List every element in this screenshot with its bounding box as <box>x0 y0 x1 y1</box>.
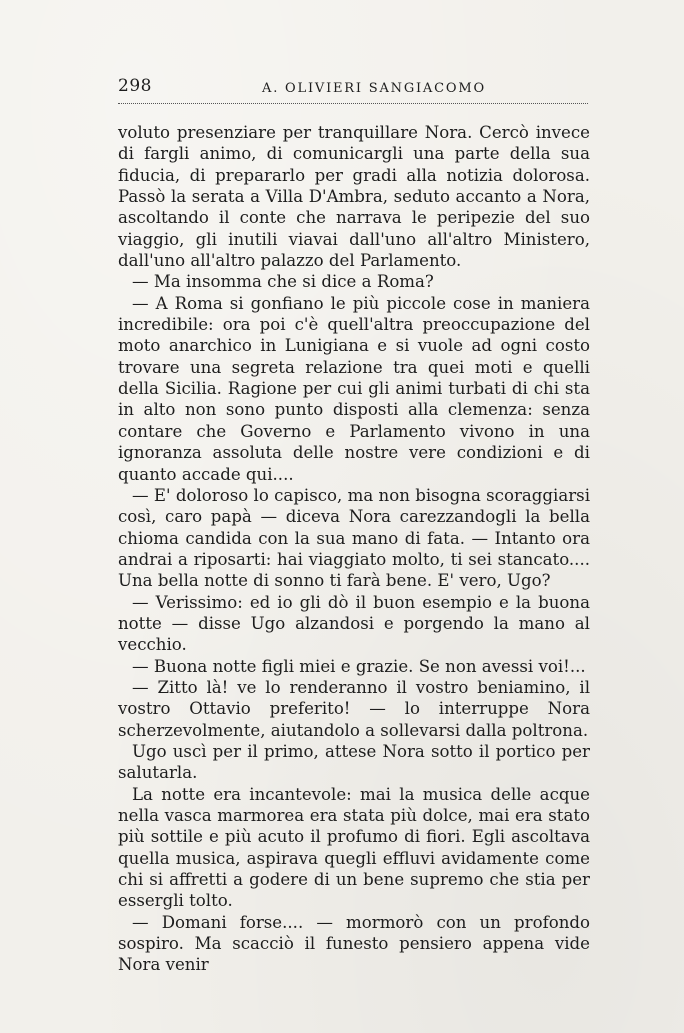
running-head: A. OLIVIERI SANGIACOMO <box>262 81 486 96</box>
paragraph: Ugo uscì per il primo, attese Nora sotto il portico per salutarla. <box>118 741 590 783</box>
paragraph: voluto presenziare per tranquillare Nora. Cercò invece di fargli animo, di comunicargli una parte della sua fiducia, di prepararlo per gradi alla notizia dolorosa. Passò la serata a Villa D'Ambra, seduto accanto a Nora, ascoltando il conte che narrava le peripezie del suo viaggio, gli inutili viavai dall'uno all'altro Ministero, dall'uno all'altro palazzo del Parlamento. <box>118 123 590 271</box>
paragraph: — Verissimo: ed io gli dò il buon esempio e la buona notte — disse Ugo alzandosi e porgendo la mano al vecchio. <box>118 592 590 655</box>
page-number: 298 <box>118 76 152 96</box>
paragraph: — E' doloroso lo capisco, ma non bisogna scoraggiarsi così, caro papà — diceva Nora carezzandogli la bella chioma candida con la sua mano di fata. — Intanto ora andrai a riposarti: hai viaggiato molto, ti sei stancato.... Una bella notte di sonno ti farà bene. E' vero, Ugo? <box>118 485 590 591</box>
paragraph: — Ma insomma che si dice a Roma? <box>132 272 434 292</box>
page-header <box>118 76 588 102</box>
paragraph: — Buona notte figli miei e grazie. Se non avessi voi!... <box>132 656 586 676</box>
paragraph: — Zitto là! ve lo renderanno il vostro beniamino, il vostro Ottavio preferito! — lo interruppe Nora scherzevolmente, aiutandolo a sollevarsi dalla poltrona. <box>118 677 590 740</box>
paragraph: La notte era incantevole: mai la musica delle acque nella vasca marmorea era stata più dolce, mai era stato più sottile e più acuto il profumo di fiori. Egli ascoltava quella musica, aspirava quegli effluvi avidamente come chi si affretti a godere di un bene supremo che stia per essergli tolto. <box>118 784 590 911</box>
paragraph: — Domani forse.... — mormorò con un profondo sospiro. Ma scacciò il funesto pensiero appena vide Nora venir <box>118 912 590 975</box>
body-text <box>118 122 590 976</box>
header-rule <box>118 103 588 104</box>
paragraph: — A Roma si gonfiano le più piccole cose in maniera incredibile: ora poi c'è quell'altra preoccupazione del moto anarchico in Lunigiana e si vuole ad ogni costo trovare una segreta relazione tra quei moti e quelli della Sicilia. Ragione per cui gli animi turbati di chi sta in alto non sono punto disposti alla clemenza: senza contare che Governo e Parlamento vivono in una ignoranza assoluta delle nostre vere condizioni e di quanto accade qui.... <box>118 293 590 484</box>
